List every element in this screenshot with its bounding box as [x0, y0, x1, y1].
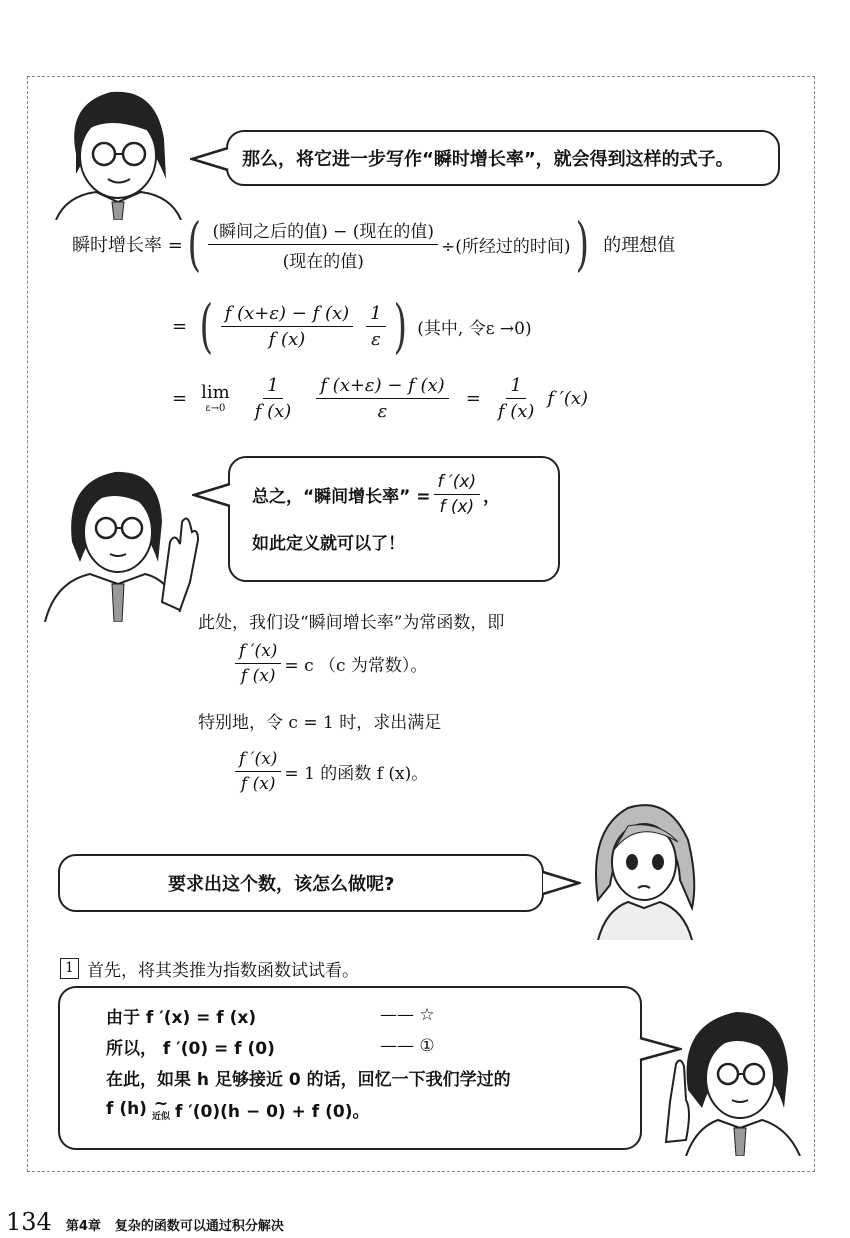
bubble-2-line-1: [252, 472, 558, 517]
fraction-fprime-over-f: [235, 641, 281, 686]
fraction-values: [208, 217, 438, 272]
equals-sign: =: [172, 315, 188, 337]
bubble-4-line-3: 在此，如果 h 足够接近 0 的话，回忆一下我们学过的: [106, 1069, 511, 1090]
fraction-one-over-epsilon: [366, 303, 385, 350]
limit-condition: (其中, 令ε →0): [417, 318, 532, 339]
bubble-2-tail: [192, 482, 232, 508]
fraction-denominator: f (x): [254, 400, 292, 422]
fraction-numerator: 1: [366, 303, 385, 327]
fraction-difference: [221, 303, 353, 350]
divide-time: ÷(所经过的时间): [441, 236, 571, 257]
fraction-numerator: f ′(x): [235, 749, 281, 772]
circle-one-marker: —— ①: [380, 1036, 435, 1056]
chapter-title: 复杂的函数可以通过积分解决: [114, 1219, 284, 1234]
fraction-denominator: f (x): [240, 773, 276, 794]
close-paren: ): [575, 210, 589, 278]
woman-worried-illustration: [588, 790, 700, 940]
fraction-denominator: f (x): [497, 400, 535, 422]
chapter-label: 第4章: [65, 1219, 101, 1234]
ideal-value-label: 的理想值: [603, 235, 676, 256]
bubble-4-line-1: 由于 f ′(x) = f (x): [106, 1007, 257, 1028]
bubble-1-tail: [190, 146, 230, 172]
bubble-4-line-4: f ′(0)(h − 0) + f (0)。: [174, 1101, 370, 1122]
fraction-denominator: f (x): [240, 665, 276, 686]
formula-line-2: [172, 292, 532, 360]
speech-bubble-2: [228, 456, 560, 582]
page-footer: [6, 1208, 284, 1236]
step-number-box: 1: [60, 958, 79, 979]
formula-lhs: 瞬时增长率 =: [72, 235, 183, 256]
fraction-numerator: f (x+ε) − f (x): [221, 303, 353, 327]
equation-fprime-over-f-equals-c: [232, 636, 427, 690]
approx-symbol: [152, 1096, 170, 1122]
approx-tilde: ~: [153, 1094, 169, 1114]
bubble-4-fh: f (h): [106, 1099, 147, 1119]
step-1-text: 首先，将其类推为指数函数试试看。: [87, 961, 359, 981]
fraction-one-over-fx: [251, 375, 296, 422]
bubble-2-comma: ，: [483, 487, 501, 507]
fraction-denominator: f (x): [439, 497, 475, 517]
fraction-denominator: ε: [377, 400, 388, 422]
open-paren: (: [199, 292, 214, 360]
bubble-2-line-2: 如此定义就可以了！: [252, 534, 405, 554]
speech-bubble-4: [58, 986, 642, 1150]
speech-bubble-1: [226, 130, 780, 186]
fraction-difference-over-epsilon: [316, 375, 448, 422]
equals-sign: =: [465, 387, 481, 409]
man-gesturing-illustration: [40, 462, 205, 622]
fraction-numerator: 1: [506, 375, 525, 399]
equals-sign: =: [172, 387, 188, 409]
equation-rhs: = 1 的函数 f (x)。: [284, 763, 429, 784]
bubble-2-fraction: [434, 472, 481, 517]
speech-bubble-3: [58, 854, 544, 912]
formula-line-1: [72, 210, 676, 278]
approx-label: 近似: [151, 1112, 170, 1122]
fraction-denominator: ε: [371, 328, 381, 350]
fraction-fprime-over-f: [235, 749, 281, 794]
fraction-one-over-fx: [494, 375, 539, 422]
bubble-4-row-2: [106, 1030, 640, 1062]
man-glasses-illustration: [46, 84, 184, 220]
bubble-1-text: 那么，将它进一步写作“瞬时增长率”，就会得到这样的式子。: [242, 149, 734, 170]
bubble-4-row-1: [106, 1000, 640, 1030]
bubble-2-prefix: 总之，“瞬间增长率” =: [252, 487, 431, 507]
close-paren: ): [393, 292, 407, 360]
fraction-denominator: f (x): [268, 328, 306, 350]
fraction-numerator: f ′(x): [235, 641, 281, 664]
step-1-heading: [60, 956, 359, 981]
fraction-numerator: f ′(x): [434, 472, 481, 495]
bubble-3-text: 要求出这个数，该怎么做呢?: [168, 874, 395, 895]
page-number: 134: [6, 1208, 52, 1236]
star-marker: —— ☆: [380, 1005, 435, 1025]
paragraph-line-1: 此处，我们设“瞬间增长率”为常函数，即: [198, 613, 505, 633]
bubble-4-line-2: 所以， f ′(0) = f (0): [106, 1038, 275, 1059]
derivative-fx: f ′(x): [547, 387, 589, 409]
fraction-numerator: (瞬间之后的值) − (现在的值): [208, 217, 438, 245]
formula-line-3: [172, 370, 588, 426]
bubble-3-tail: [541, 870, 581, 896]
equation-rhs: = c （c 为常数）。: [284, 655, 428, 676]
fraction-numerator: f (x+ε) − f (x): [316, 375, 448, 399]
equation-fprime-over-f-equals-1: [232, 744, 428, 798]
limit-subscript: ε→0: [205, 403, 226, 414]
man-pointing-illustration: [656, 1000, 806, 1156]
bubble-4-row-4: [106, 1092, 640, 1126]
limit-text: lim: [201, 382, 230, 403]
open-paren: (: [187, 210, 201, 278]
fraction-denominator: (现在的值): [282, 251, 364, 272]
paragraph-line-2: 特别地，令 c = 1 时，求出满足: [198, 713, 442, 733]
fraction-numerator: 1: [263, 375, 282, 399]
limit-operator: [201, 382, 230, 414]
